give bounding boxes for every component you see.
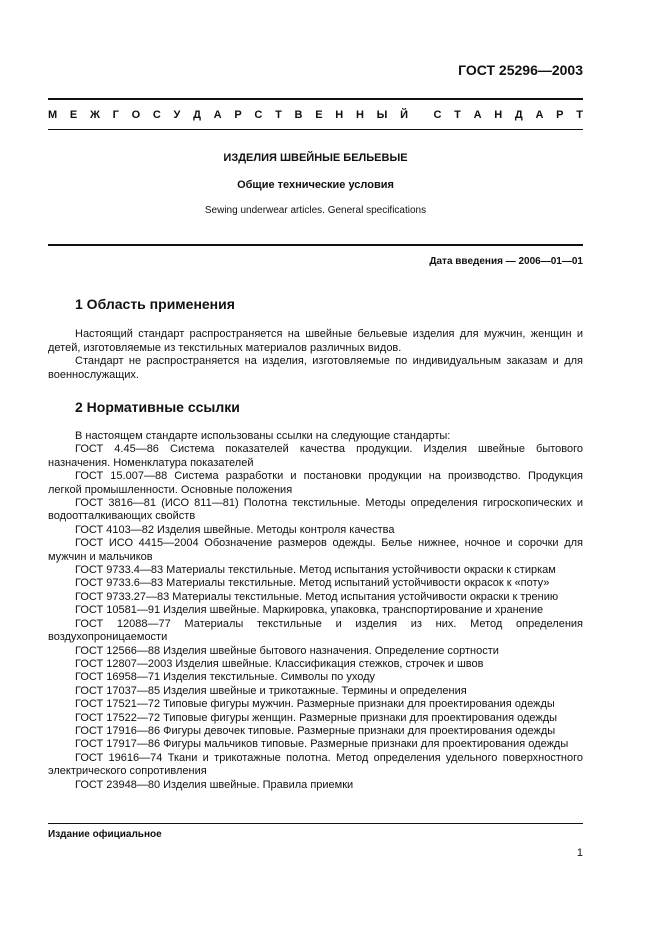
reference-item: ГОСТ 4103—82 Изделия швейные. Методы контроля качества — [75, 523, 395, 536]
banner-letter: В — [294, 109, 303, 121]
document-subtitle: Общие технические условия — [237, 179, 394, 191]
banner-letter: М — [48, 109, 58, 121]
banner-letter: Н — [355, 109, 364, 121]
references-list — [48, 430, 583, 792]
document-title: ИЗДЕЛИЯ ШВЕЙНЫЕ БЕЛЬЕВЫЕ — [223, 152, 408, 164]
reference-item: ГОСТ 23948—80 Изделия швейные. Правила приемки — [75, 778, 354, 791]
banner-letter: Ы — [376, 109, 388, 121]
banner-letter: А — [535, 109, 544, 121]
banner-letter: Д — [193, 109, 201, 121]
reference-item: ГОСТ 9733.27—83 Материалы текстильные. Метод испытания устойчивости окраски к трению — [75, 590, 559, 603]
banner-letter: О — [131, 109, 141, 121]
reference-item: ГОСТ 9733.4—83 Материалы текстильные. Метод испытания устойчивости окраски к стиркам — [75, 564, 556, 577]
page-number: 1 — [576, 847, 583, 859]
banner-letter: Е — [69, 109, 78, 121]
footer-rule — [48, 823, 583, 824]
banner-letter: Р — [234, 109, 242, 121]
reference-item: ГОСТ 17522—72 Типовые фигуры женщин. Размерные признаки для проектирования одежды — [75, 711, 558, 724]
banner-letter: Н — [494, 109, 503, 121]
banner-letter: А — [213, 109, 222, 121]
top-rule — [48, 98, 583, 100]
banner-letter: А — [473, 109, 482, 121]
reference-item: ГОСТ 17037—85 Изделия швейные и трикотажные. Термины и определения — [75, 684, 467, 697]
reference-item: ГОСТ 4.45—86 Система показателей качества продукции. Изделия швейные бытового назначения. Номенклатура показателей — [48, 443, 583, 469]
reference-item: ГОСТ 17917—86 Фигуры мальчиков типовые. Размерные признаки для проектирования одежды — [75, 738, 569, 751]
section-1-body — [48, 328, 583, 382]
reference-item: ГОСТ ИСО 4415—2004 Обозначение размеров одежды. Белье нижнее, ночное и сорочки для мужчин и мальчиков — [48, 537, 583, 563]
banner-letter: С — [254, 109, 263, 121]
references-intro: В настоящем стандарте использованы ссылки на следующие стандарты: — [75, 430, 451, 442]
banner-letter: С — [152, 109, 161, 121]
reference-item: ГОСТ 16958—71 Изделия текстильные. Символы по уходу — [75, 671, 376, 684]
gost-code: ГОСТ 25296—2003 — [458, 62, 583, 78]
reference-item: ГОСТ 3816—81 (ИСО 811—81) Полотна текстильные. Методы определения гигроскопических и водоотталкивающих свойств — [48, 497, 583, 523]
introduction-date: Дата введения — 2006—01—01 — [429, 256, 583, 267]
banner-letter: Т — [454, 109, 461, 121]
banner-rule — [48, 129, 583, 130]
section-1-paragraph: Стандарт не распространяется на изделия, изготовляемые по индивидуальным заказам и для военнослужащих. — [48, 355, 583, 381]
reference-item: ГОСТ 10581—91 Изделия швейные. Маркировка, упаковка, транспортирование и хранение — [75, 604, 544, 617]
banner-letter: С — [433, 109, 442, 121]
english-title: Sewing underwear articles. General specifications — [204, 205, 427, 216]
banner-letter: Р — [556, 109, 564, 121]
banner-letter: Г — [112, 109, 119, 121]
reference-item: ГОСТ 12566—88 Изделия швейные бытового назначения. Определение сортности — [75, 644, 499, 657]
interstate-standard-banner — [48, 109, 583, 125]
reference-item: ГОСТ 12807—2003 Изделия швейные. Классификация стежков, строчек и швов — [75, 657, 484, 670]
reference-item: ГОСТ 15.007—88 Система разработки и постановки продукции на производство. Продукция легкой промышленности. Основные положения — [48, 470, 583, 496]
section-1-heading: 1 Область применения — [75, 296, 235, 312]
reference-item: ГОСТ 9733.6—83 Материалы текстильные. Метод испытаний устойчивости окрасок к «поту» — [75, 577, 550, 590]
section-2-heading: 2 Нормативные ссылки — [75, 399, 240, 415]
banner-letter: Н — [335, 109, 344, 121]
banner-letter: Ж — [89, 109, 100, 121]
banner-letter: Д — [514, 109, 523, 121]
section-1-paragraph: Настоящий стандарт распространяется на швейные бельевые изделия для мужчин, женщин и детей, изготовляемые из текстильных материалов различных видов. — [48, 328, 583, 354]
title-rule — [48, 244, 583, 246]
banner-letter: Й — [400, 109, 409, 121]
official-edition-label: Издание официальное — [48, 829, 162, 840]
reference-item: ГОСТ 17521—72 Типовые фигуры мужчин. Размерные признаки для проектирования одежды — [75, 698, 555, 711]
reference-item: ГОСТ 17916—86 Фигуры девочек типовые. Размерные признаки для проектирования одежды — [75, 724, 556, 737]
reference-item: ГОСТ 12088—77 Материалы текстильные и изделия из них. Метод определения воздухопроницаемости — [48, 617, 583, 644]
banner-letter: Т — [576, 109, 583, 121]
reference-item: ГОСТ 19616—74 Ткани и трикотажные полотна. Метод определения удельного поверхностного электрического сопротивления — [48, 751, 583, 778]
banner-letter: Е — [315, 109, 323, 121]
banner-letter: У — [173, 109, 181, 121]
banner-letter: Т — [275, 109, 282, 121]
